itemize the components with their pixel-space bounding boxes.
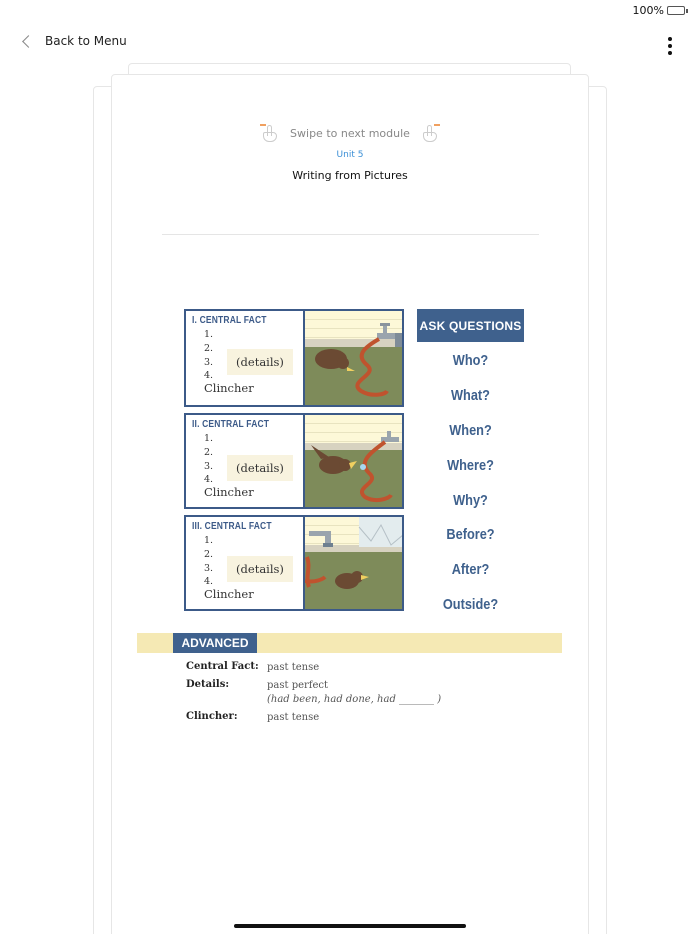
bird-hose-illustration-1 [305, 311, 402, 405]
central-fact-heading: II. CENTRAL FACT [192, 419, 270, 430]
item-number: 3. [204, 461, 214, 472]
home-indicator[interactable] [234, 924, 466, 928]
unit-label: Unit 5 [336, 150, 364, 160]
central-fact-box-2 [184, 413, 404, 509]
item-number: 1. [204, 433, 214, 444]
details-label: (details) [227, 556, 293, 582]
details-label: (details) [227, 349, 293, 375]
row-value: past tense [267, 712, 320, 723]
item-number: 2. [204, 447, 214, 458]
item-number: 4. [204, 474, 214, 485]
question-what: What? [451, 387, 490, 404]
question-where: Where? [447, 457, 494, 474]
row-value: past tense [267, 662, 320, 673]
advanced-row-details [186, 679, 441, 707]
central-fact-heading: I. CENTRAL FACT [192, 315, 267, 326]
central-fact-box-1 [184, 309, 404, 407]
clincher-label: Clincher [204, 587, 254, 601]
question-who: Who? [452, 352, 489, 369]
swipe-right-hand-icon [422, 124, 438, 142]
item-number: 1. [204, 535, 214, 546]
details-label: (details) [227, 455, 293, 481]
more-vertical-icon[interactable] [668, 37, 672, 55]
row-note: (had been, had done, had _______ ) [267, 694, 442, 705]
status-bar [633, 4, 688, 17]
item-number: 2. [204, 549, 214, 560]
ask-questions-heading: ASK QUESTIONS [417, 309, 524, 342]
module-title: Writing from Pictures [292, 169, 408, 182]
question-before: Before? [446, 526, 495, 543]
chevron-left-icon [22, 35, 35, 48]
bird-hose-illustration-3 [305, 517, 402, 609]
item-number: 1. [204, 329, 214, 340]
back-to-menu-button[interactable] [24, 34, 127, 48]
swipe-left-hand-icon [262, 124, 278, 142]
bird-hose-illustration-2 [305, 415, 402, 507]
swipe-hint [0, 124, 700, 142]
question-when: When? [449, 422, 492, 439]
clincher-label: Clincher [204, 381, 254, 395]
central-fact-heading: III. CENTRAL FACT [192, 521, 272, 532]
question-why: Why? [453, 492, 488, 509]
item-number: 3. [204, 563, 214, 574]
battery-icon [667, 6, 685, 15]
swipe-hint-text: Swipe to next module [290, 126, 410, 140]
divider [162, 234, 539, 235]
central-fact-box-3 [184, 515, 404, 611]
question-outside: Outside? [442, 596, 499, 613]
question-after: After? [451, 561, 490, 578]
row-label: Details: [186, 679, 230, 690]
item-number: 3. [204, 357, 214, 368]
row-label: Central Fact: [186, 661, 259, 672]
item-number: 4. [204, 576, 214, 587]
item-number: 2. [204, 343, 214, 354]
advanced-row-central-fact [186, 661, 319, 675]
clincher-label: Clincher [204, 485, 254, 499]
row-value: past perfect [267, 680, 329, 691]
row-label: Clincher: [186, 711, 238, 722]
advanced-heading: ADVANCED [173, 633, 257, 653]
back-label: Back to Menu [45, 34, 127, 48]
item-number: 4. [204, 370, 214, 381]
battery-percent: 100% [632, 4, 664, 17]
advanced-row-clincher [186, 711, 319, 725]
